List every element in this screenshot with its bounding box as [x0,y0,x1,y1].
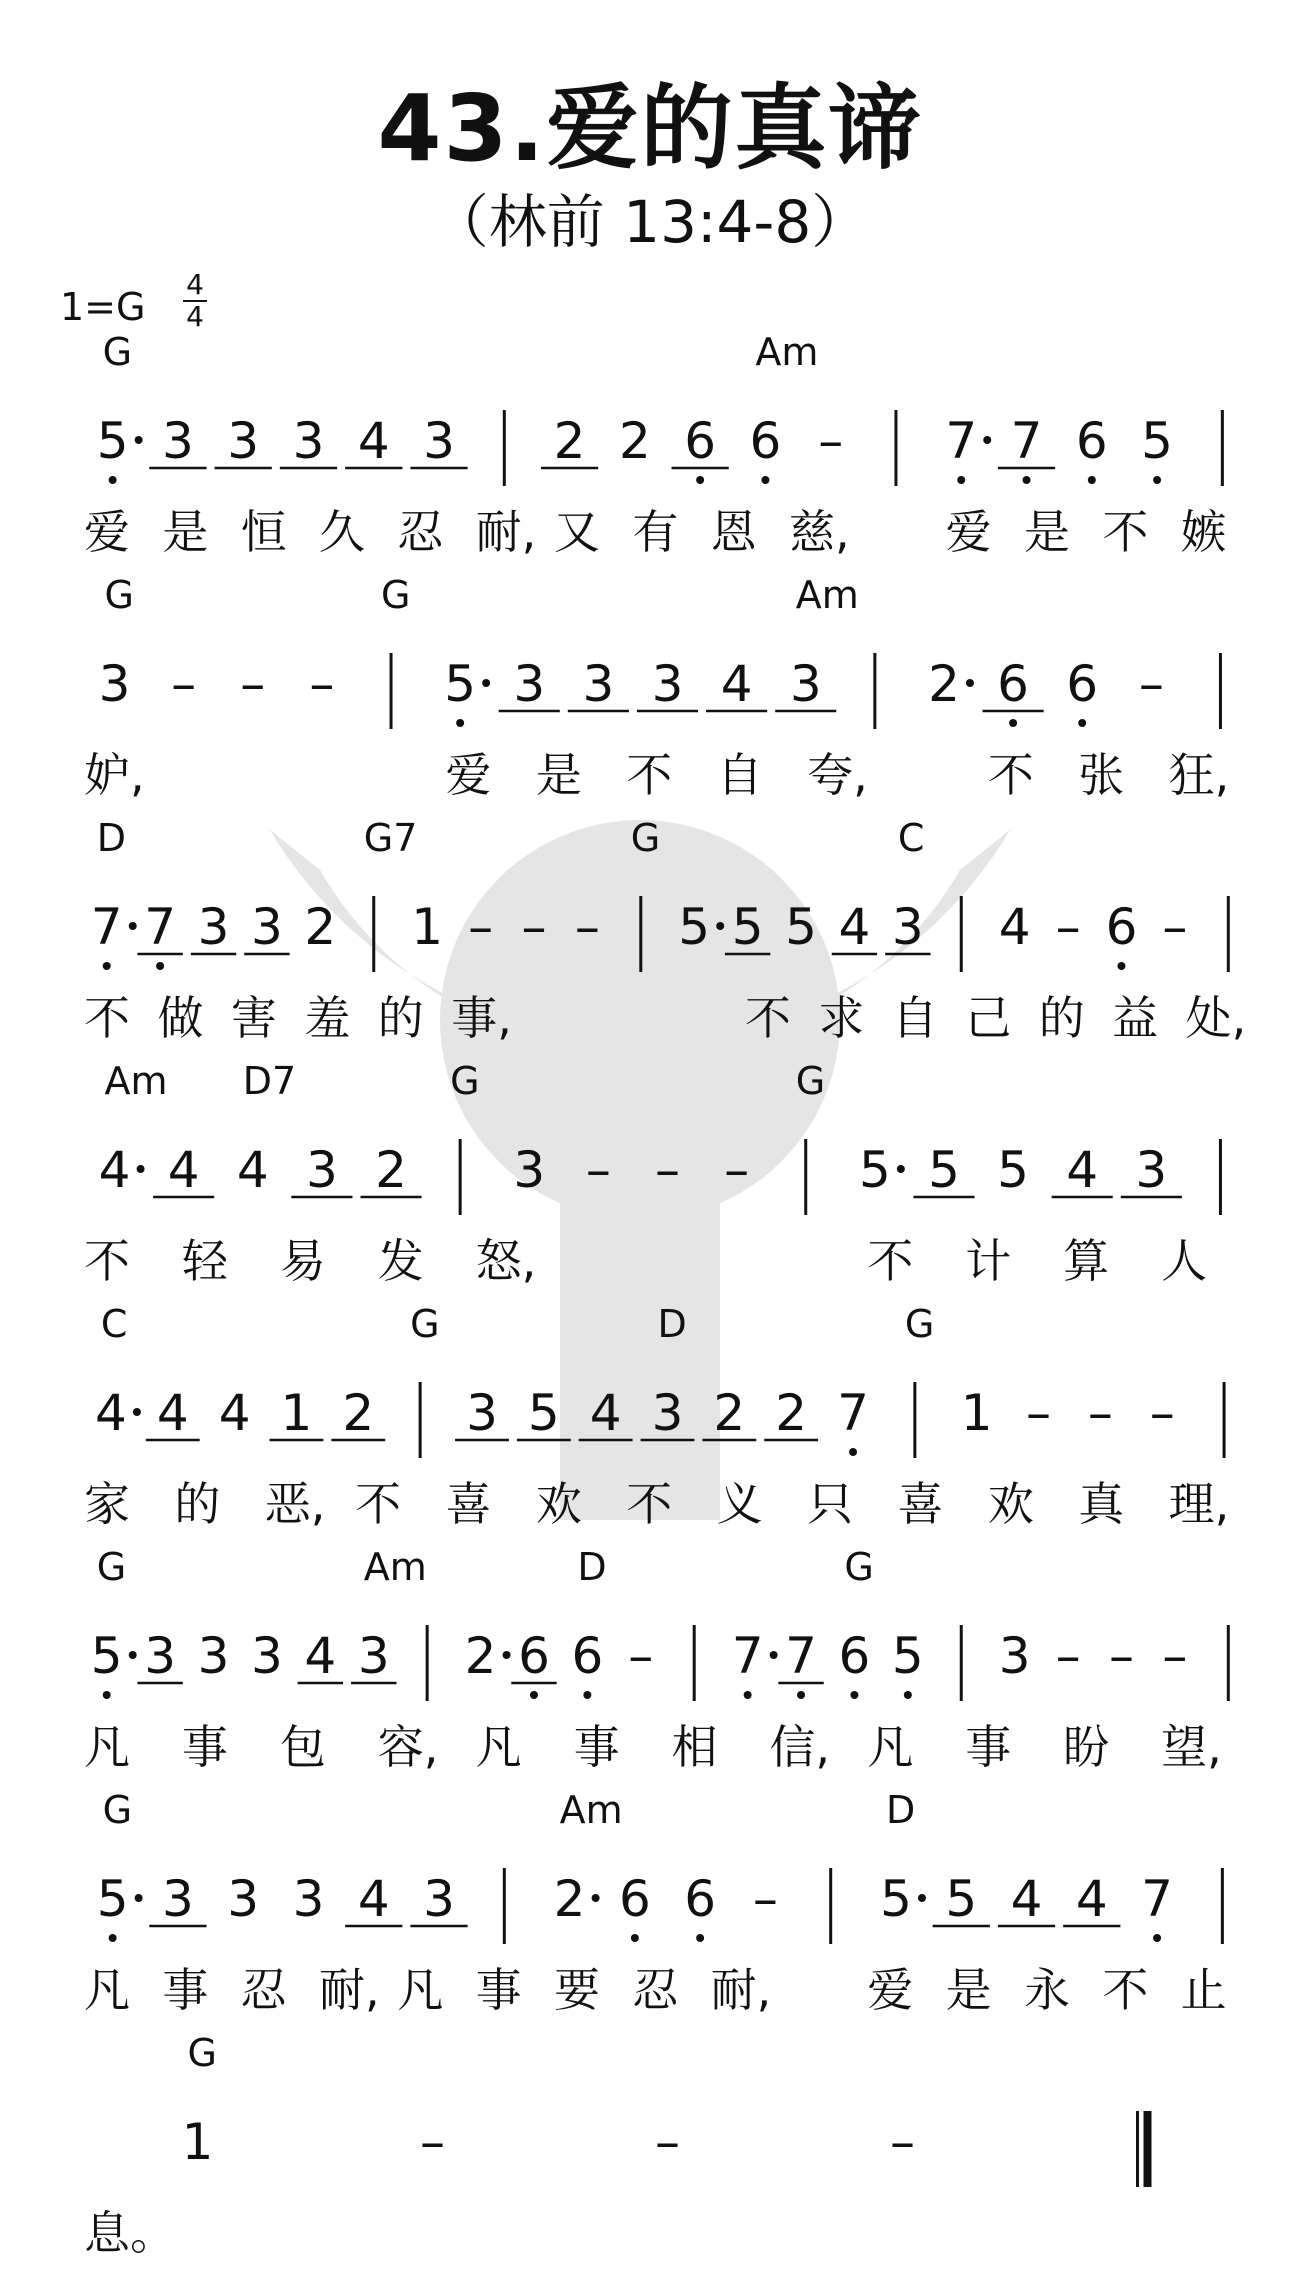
lyric: 害 [230,991,277,1045]
low-octave-dot [696,1934,704,1942]
note: 7 [731,1627,764,1685]
key-signature: 1=G [60,285,146,329]
note: 7 [837,1384,869,1442]
chord-symbol: D7 [242,1059,297,1103]
note: 6 [684,412,717,470]
chord-symbol: G [104,573,135,617]
note: – [1162,1627,1188,1685]
lyric: 求 [818,991,865,1045]
note: 5 [96,412,129,470]
lyric: 的 [174,1477,221,1531]
note: 4 [1075,1870,1108,1928]
note: 5 [858,1141,891,1199]
note: – [585,1141,611,1199]
augmentation-dot [135,436,143,444]
low-octave-dot [957,476,965,484]
lyric: 妒, [84,748,145,802]
note: 5 [444,655,477,713]
note: 5 [928,1141,960,1199]
augmentation-dot [133,1408,141,1416]
low-octave-dot [744,1691,752,1699]
note: 1 [280,1384,313,1442]
note: 4 [838,898,871,956]
note: 2 [713,1384,746,1442]
note: 3 [306,1141,338,1199]
lyric: 轻 [181,1234,228,1288]
note: 3 [162,412,194,470]
note: 3 [891,898,924,956]
low-octave-dot [1009,719,1017,727]
note: 5 [90,1627,123,1685]
note: 5 [731,898,764,956]
lyric: 爱 [445,748,492,802]
note: – [1026,1384,1052,1442]
augmentation-dot [129,1651,137,1659]
note: – [1162,898,1188,956]
lyric: 不 [626,1477,673,1531]
chord-symbol: Am [363,1545,427,1589]
note: 2 [553,412,586,470]
note: 4 [357,412,390,470]
chord-symbol: D [885,1788,916,1832]
note: – [655,1141,680,1199]
note: – [752,1870,778,1928]
lyric: 凡 [84,1963,130,2017]
note: – [521,898,547,956]
lyric: 爱 [945,505,992,559]
lyric: 的 [1038,991,1085,1045]
note: 7 [785,1627,817,1685]
low-octave-dot [797,1691,805,1699]
lyric: 自 [716,748,763,802]
augmentation-dot [716,922,724,930]
note: 6 [838,1627,871,1685]
note: 3 [197,898,230,956]
lyric: 是 [945,1963,992,2017]
low-octave-dot [583,1691,591,1699]
lyric: 是 [535,748,582,802]
chord-symbol: C [100,1302,128,1346]
lyric: 己 [965,991,1012,1045]
lyric: 止 [1180,1963,1227,2017]
note: 4 [357,1870,390,1928]
note: 5 [678,898,711,956]
note: 2 [553,1870,586,1928]
lyric: 欢 [987,1477,1034,1531]
note: 3 [423,412,455,470]
time-signature: 4 4 [180,270,210,332]
lyric: 是 [1024,505,1070,559]
chord-symbol: G [844,1545,874,1589]
lyric: 喜 [445,1477,492,1531]
note: – [628,1627,654,1685]
note: 3 [582,655,615,713]
lyric: 理, [1168,1477,1230,1531]
note: 6 [749,412,782,470]
lyric: 发 [377,1234,424,1288]
low-octave-dot [1117,962,1125,970]
lyric: 事, [451,991,512,1045]
note: 3 [423,1870,455,1928]
chord-symbol: Am [104,1059,168,1103]
chord-symbol: G [795,1059,826,1103]
lyric: 益 [1112,991,1159,1045]
note: 5 [945,1870,978,1928]
note: 2 [928,655,960,713]
lyric: 恒 [240,505,287,559]
note: – [240,655,266,713]
lyric: 的 [377,991,424,1045]
lyric: 真 [1078,1477,1125,1531]
note: – [1055,898,1081,956]
lyric: 慈, [789,505,850,559]
note: 3 [162,1870,194,1928]
lyric: 不 [867,1234,914,1288]
note: – [574,898,600,956]
lyric: 事 [162,1963,209,2017]
low-octave-dot [849,1448,857,1456]
note: 3 [651,1384,684,1442]
chord-symbol: G [187,2031,217,2075]
note: 6 [618,1870,651,1928]
note: 3 [227,412,260,470]
note: 3 [513,1141,546,1199]
lyric: 永 [1024,1963,1070,2017]
note: 2 [342,1384,375,1442]
lyric: 忍 [397,505,444,559]
lyric: 有 [632,505,679,559]
note: 2 [464,1627,497,1685]
low-octave-dot [850,1691,858,1699]
note: 6 [1075,412,1108,470]
augmentation-dot [137,1165,145,1173]
augmentation-dot [503,1651,511,1659]
chord-symbol: G [904,1302,935,1346]
note: 3 [197,1627,230,1685]
low-octave-dot [1153,1934,1161,1942]
chord-symbol: D [657,1302,687,1346]
note: 3 [292,1870,325,1928]
note: – [1055,1627,1081,1685]
low-octave-dot [696,476,704,484]
lyric: 不 [84,1234,130,1288]
note: 3 [292,412,325,470]
note: 3 [227,1870,260,1928]
low-octave-dot [1153,476,1161,484]
low-octave-dot [109,476,117,484]
lyric: 爱 [84,505,130,559]
note: 4 [98,1141,131,1199]
augmentation-dot [135,1894,143,1902]
lyric: 家 [84,1477,130,1531]
low-octave-dot [1078,719,1086,727]
lyric: 凡 [867,1720,914,1774]
lyric: 不 [84,991,130,1045]
note: 4 [1010,1870,1043,1928]
note: – [1149,1384,1175,1442]
song-title: 43.爱的真谛 [377,75,923,182]
note: 6 [1066,655,1099,713]
lyric: 不 [355,1477,402,1531]
low-octave-dot [103,1691,111,1699]
lyric: 只 [807,1477,854,1531]
lyric: 忍 [240,1963,287,2017]
note: 4 [720,655,753,713]
lyric: 事 [965,1720,1012,1774]
note: 5 [880,1870,912,1928]
chord-symbol: G [450,1059,480,1103]
low-octave-dot [761,476,769,484]
note: – [818,412,844,470]
low-octave-dot [631,1934,639,1942]
lyric: 不 [1102,505,1149,559]
note: 3 [357,1627,390,1685]
note: 6 [1105,898,1138,956]
chord-symbol: G [96,1545,127,1589]
chord-symbol: D [577,1545,607,1589]
note: – [171,655,197,713]
note: 4 [218,1384,251,1442]
note: 7 [1010,412,1043,470]
note: 4 [156,1384,189,1442]
note: 7 [90,898,123,956]
lyric: 义 [716,1477,763,1531]
lyric: 自 [891,991,938,1045]
chord-symbol: Am [755,330,819,374]
note: – [309,655,335,713]
note: 3 [98,655,131,713]
note: – [890,2113,915,2171]
augmentation-dot [966,679,974,687]
lyric: 信, [769,1720,831,1774]
lyric: 凡 [84,1720,130,1774]
note: – [420,2113,445,2171]
lyric: 喜 [897,1477,944,1531]
note: 4 [304,1627,337,1685]
low-octave-dot [456,719,464,727]
note: 6 [684,1870,717,1928]
lyric: 息。 [84,2206,176,2260]
lyric: 凡 [475,1720,522,1774]
low-octave-dot [156,962,164,970]
augmentation-dot [129,922,137,930]
note: 4 [998,898,1031,956]
note: 5 [785,898,817,956]
lyric: 恩 [710,505,757,559]
chord-symbol: C [897,816,925,860]
lyric: 耐, [319,1963,380,2017]
lyric: 爱 [867,1963,914,2017]
lyric: 恶, [264,1477,326,1531]
lyric: 望, [1161,1720,1222,1774]
low-octave-dot [109,1934,117,1942]
lyric: 羞 [304,991,351,1045]
note: 5 [527,1384,560,1442]
chord-symbol: G [630,816,661,860]
lyric: 耐, [475,505,537,559]
augmentation-dot [897,1165,905,1173]
low-octave-dot [904,1691,912,1699]
chord-symbol: D [96,816,126,860]
lyric: 忍 [632,1963,679,2017]
lyric: 张 [1078,748,1125,802]
note: – [1087,1384,1113,1442]
note: 3 [1135,1141,1168,1199]
chord-symbol: Am [795,573,859,617]
note: 6 [997,655,1029,713]
lyric: 要 [554,1963,600,2017]
note: 5 [891,1627,924,1685]
lyric: 不 [626,748,673,802]
note: 2 [375,1141,407,1199]
low-octave-dot [1088,476,1096,484]
note: 6 [518,1627,550,1685]
note: 4 [1066,1141,1099,1199]
lyric: 耐, [710,1963,772,2017]
lyric: 包 [279,1720,326,1774]
lyric: 易 [279,1234,326,1288]
lyric: 容, [377,1720,439,1774]
lyric: 相 [671,1720,718,1774]
note: 1 [960,1384,993,1442]
lyric: 事 [181,1720,228,1774]
note: 7 [945,412,978,470]
lyric: 夸, [807,748,868,802]
chord-symbol: G [381,573,411,617]
low-octave-dot [103,962,111,970]
note: – [468,898,494,956]
lyric: 久 [319,505,365,559]
note: 3 [651,655,684,713]
augmentation-dot [482,679,490,687]
chord-symbol: G [410,1302,440,1346]
note: 1 [181,2113,214,2171]
note: 7 [144,898,177,956]
scripture-reference: （林前 13:4-8） [430,188,870,256]
note: 3 [466,1384,498,1442]
lyric: 又 [554,505,600,559]
lyric: 算 [1063,1234,1110,1288]
lyric: 嫉 [1180,505,1227,559]
lyric: 是 [162,505,209,559]
note: 3 [789,655,822,713]
lyric: 不 [1102,1963,1149,2017]
note: 5 [96,1870,129,1928]
note: 1 [411,898,444,956]
lyric: 人 [1161,1234,1208,1288]
note: – [724,1141,750,1199]
note: – [655,2113,680,2171]
chord-symbol: G7 [363,816,418,860]
augmentation-dot [770,1651,778,1659]
note: 2 [618,412,651,470]
augmentation-dot [983,436,991,444]
lyric: 事 [573,1720,620,1774]
lyric: 盼 [1063,1720,1110,1774]
note: 3 [513,655,546,713]
note: 4 [95,1384,127,1442]
note: 3 [144,1627,177,1685]
note: 2 [304,898,337,956]
note: 5 [1141,412,1173,470]
note: 6 [571,1627,604,1685]
note: 4 [589,1384,622,1442]
low-octave-dot [530,1691,538,1699]
note: 2 [775,1384,808,1442]
note: – [1138,655,1164,713]
lyric: 怒, [475,1234,537,1288]
chord-symbol: G [102,330,133,374]
note: – [1108,1627,1134,1685]
lyric: 不 [744,991,791,1045]
lyric: 不 [987,748,1034,802]
lyric: 处, [1185,991,1247,1045]
augmentation-dot [592,1894,600,1902]
note: 5 [997,1141,1029,1199]
lyric: 凡 [397,1963,444,2017]
low-octave-dot [1023,476,1031,484]
note: 3 [251,898,283,956]
lyric: 狂, [1168,748,1230,802]
chord-symbol: Am [559,1788,623,1832]
augmentation-dot [918,1894,926,1902]
note: 4 [236,1141,269,1199]
note: 7 [1141,1870,1173,1928]
chord-symbol: G [102,1788,133,1832]
lyric: 欢 [535,1477,582,1531]
note: 3 [251,1627,283,1685]
lyric: 事 [475,1963,522,2017]
lyric: 计 [965,1234,1012,1288]
note: 3 [998,1627,1031,1685]
note: 4 [167,1141,200,1199]
lyric: 做 [157,991,204,1045]
